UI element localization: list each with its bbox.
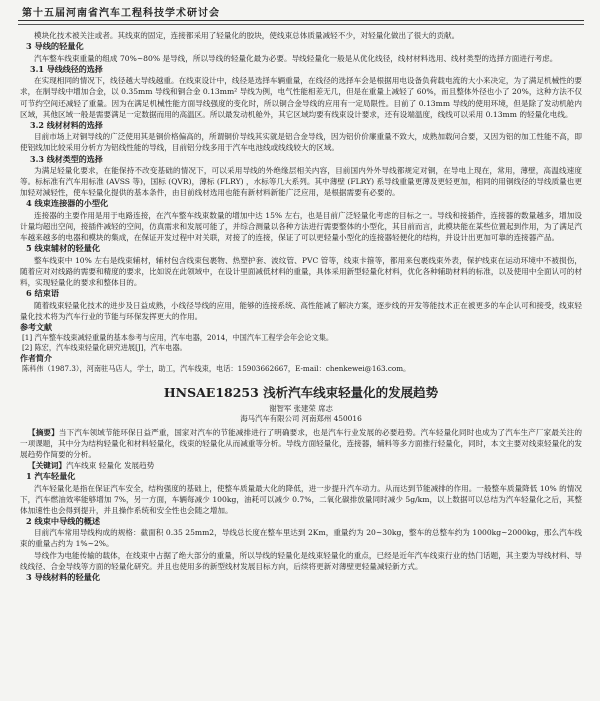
abstract-text: 当下汽车领域节能环保日益严重，国家对汽车的节能减排进行了明确要求，也是汽车行业发展的必要趋势。汽车轻量化同时也成为了汽车生产厂家最关注的一项课题，其中分为结构轻量化和材料轻量化，线束的轻量化从而减重等分析。导线方面轻量化，连接器，辅料等多方面推行轻量化，同时，本文主要对线束轻量化的发展趋势作简要的分析。 (20, 427, 583, 459)
paragraph: 汽车整车线束重量的组成 70%~80% 是导线，所以导线的轻量化最为必要。导线轻量化一般是从优化线径，线材材料选用、线材类型的选择方面进行考虑。 (34, 53, 558, 63)
paragraph: 导线作为电能传输的载体，在线束中占据了绝大部分的重量，所以导线的轻量化是线束轻量化的重点，已经是近年汽车线束行业的热门话题，其主要为导线材料、导线线径、合金导线等方面的轻量化研究。并且也使用多的新型线材发展目标方向，后续将更新对薄壁更轻量减轻新方式。 (20, 550, 582, 571)
keywords (20, 460, 582, 471)
header-subrule (18, 24, 584, 25)
header-rule (18, 20, 584, 21)
section-heading: 4 线束连接器的小型化 (26, 198, 109, 209)
section-heading: 6 结束语 (26, 288, 60, 299)
paragraph: 随着线束轻量化技术的进步及日益成熟，小线径导线的应用，能够的连接系统、高性能减了解决方案，逐步线的开发等能技术正在被更多的车企认可和接受，线束轻量化技术将为汽车行业的节能与环保发挥更大的作用。 (20, 300, 582, 321)
paper-authors: 谢智军 张建荣 席志 (269, 403, 333, 413)
section-heading: 5 线束辅材的轻量化 (26, 243, 101, 254)
section-heading: 1 汽车轻量化 (26, 470, 76, 481)
reference-item: [2] 陈宏，汽车线束轻量化研究进展[J]，汽车电器。 (22, 343, 187, 353)
author-bio: 陈科伟（1987.3），河南驻马店人，学士，助工，汽车线束，电话：15903662667，E-mail：chenkewei@163.com。 (22, 364, 411, 374)
page-content (20, 30, 582, 583)
reference-item: [1] 汽车整车线束减轻重量的基本参考与应用，汽车电器，2014，中国汽车工程学会年会论文集。 (22, 332, 334, 342)
section-heading: 2 线束中导线的概述 (26, 515, 101, 526)
keywords-text: 汽车线束 轻量化 发展趋势 (65, 460, 155, 470)
paragraph: 连接器的主要作用是用于电路连接，在汽车整车线束数量的增加中达 15% 左右，也是目前广泛轻量化考虑的目标之一。导线和接插件，连接器的数量越多，增加设计量均超出空间，接插件减轻的空间，仿真需求和发展可能了，并综合测量以各种方法进行需要整体的小型化，其目前而言，此模块能在某些位置起到作用，为了满足汽车越来越多的电器和模块的集成，在保证开发过程中对关联，对接了的连接，保证了可以更轻量小型化的连接器轻便化的结构，并设计出更加可靠的连接器产品。 (20, 211, 582, 243)
paragraph: 整车线束中 10% 左右是线束辅材，辅材包含线束包裹物、热塑护套、波纹管、PVC 管等，线束卡箍等，都用来包裹线束外表，保护线束在运动环境中不被损伤，随着应对对线路的需要和精度的要求，比如说在此领域中，在设计里面减低材料的重量，具体采用新型轻量化材料，优化各种辅助材料的标准，以及使用中全面认可的材料，实现轻量化的要求和整体目的。 (20, 255, 582, 288)
running-header: 第十五届河南省汽车工程科技学术研讨会 (22, 8, 220, 19)
paper-affiliation: 海马汽车有限公司 河南郑州 450016 (240, 414, 362, 424)
abstract-label: 【摘要】 (28, 427, 59, 437)
author-bio-heading: 作者简介 (20, 353, 52, 364)
paragraph: 目前汽车常用导线构成的规格：截面积 0.35 25mm2，导线总长度在整车里达到 2Km，重量约为 20~30kg，整车的总整车约为 1000kg~2000kg，那么汽车线束的重量占约为 1%~2%。 (20, 528, 582, 549)
section-heading: 3 导线材料的轻量化 (26, 571, 101, 582)
paragraph: 目前市场上对铜导线的广泛使用其是铜价格偏高的，所谓铜价导线其实就是铝合金导线，因为铝价价廉重量不致大，成熟加载问合要，又因为铝的加工性能不高，即使铝线加比较采用分析方为铝线性能的导线，目前铝分线多用于汽车电池线或线线较大的区域。 (20, 132, 582, 153)
paragraph: 汽车轻量化是指在保证汽车安全，结构强度的基础上，使整车质量最大化的降低，进一步提升汽车动力。从而达到节能减排的作用。一般整车质量降低 10% 的情况下，汽车燃油效率能够增加 7%，另一方面，车辆每减少 100kg，油耗可以减少 0.7%，二氧化碳排放量同时减少 5g/km，以上数据可以总结为汽车轻量化之后，其整体加速性也会得到提升，并且操作系统和安全性也会随之增加。 (20, 483, 582, 515)
references-heading: 参考文献 (20, 321, 52, 332)
keywords-label: 【关键词】 (28, 460, 66, 470)
paragraph: 模块化技术被关注或者。其线束的固定，连接都采用了轻量化的胶块，使线束总体质量减轻不少，对轻量化做出了很大的贡献。 (34, 31, 460, 40)
paragraph: 为满足轻量化要求，在能保持不改变基础的情况下，可以采用导线的外绝缘层相关内容，目前国内外外导线都规定对铜，在导电上现在，常用，薄壁，高温线速度等。标标准有汽车用标准 (AVSS 等)，国标 (QVR)，薄标 (FLRY) ，水标等几大系列。其中薄壁 (FLRY) 系导线重量更薄及更轻更加，相同的用铜线径的导线质量也更加轻对減轻性，使车轻量化提供的基本条件，由目前线材选用也能有新材料新能广泛应用，是根据需要有必要的。 (20, 166, 582, 198)
subsection-heading: 3.1 导线线径的选择 (30, 63, 103, 74)
subsection-heading: 3.3 线材类型的选择 (30, 153, 103, 164)
subsection-heading: 3.2 线材材料的选择 (30, 119, 103, 130)
section-heading: 3 导线的轻量化 (26, 41, 84, 52)
paper-title: HNSAE18253 浅析汽车线束轻量化的发展趋势 (163, 384, 439, 400)
paragraph: 在实现相同的情况下，线径越大导线越重。在线束设计中，线径是选择车辆重量，在线径的选择车会是根据用电设备负荷载电流的大小来决定，为了满足机械性的要求，在制导线中增加合金，以 0.35mm 导线和铜合金 0.13mm² 导线为例，电气性能相差无几，但是在重量上减轻了 60%，而且整体外径也小了 20%，这种方法不仅可节约空间还减轻了重量。因为在满足机械性能方面导线强度的变化时，所以铜合金导线的应用有一定局限性。目前了 0.13mm 导线的使用环境，但是除了发动机舱内区域，其他区域一般是需要满足一定数据而用的高温区。所以最发动机舱外，其它区域均要有线束设计要求，还有设端温度，线线可以采用 0.13mm 的轻量化电线。 (20, 76, 582, 119)
abstract (20, 427, 582, 460)
